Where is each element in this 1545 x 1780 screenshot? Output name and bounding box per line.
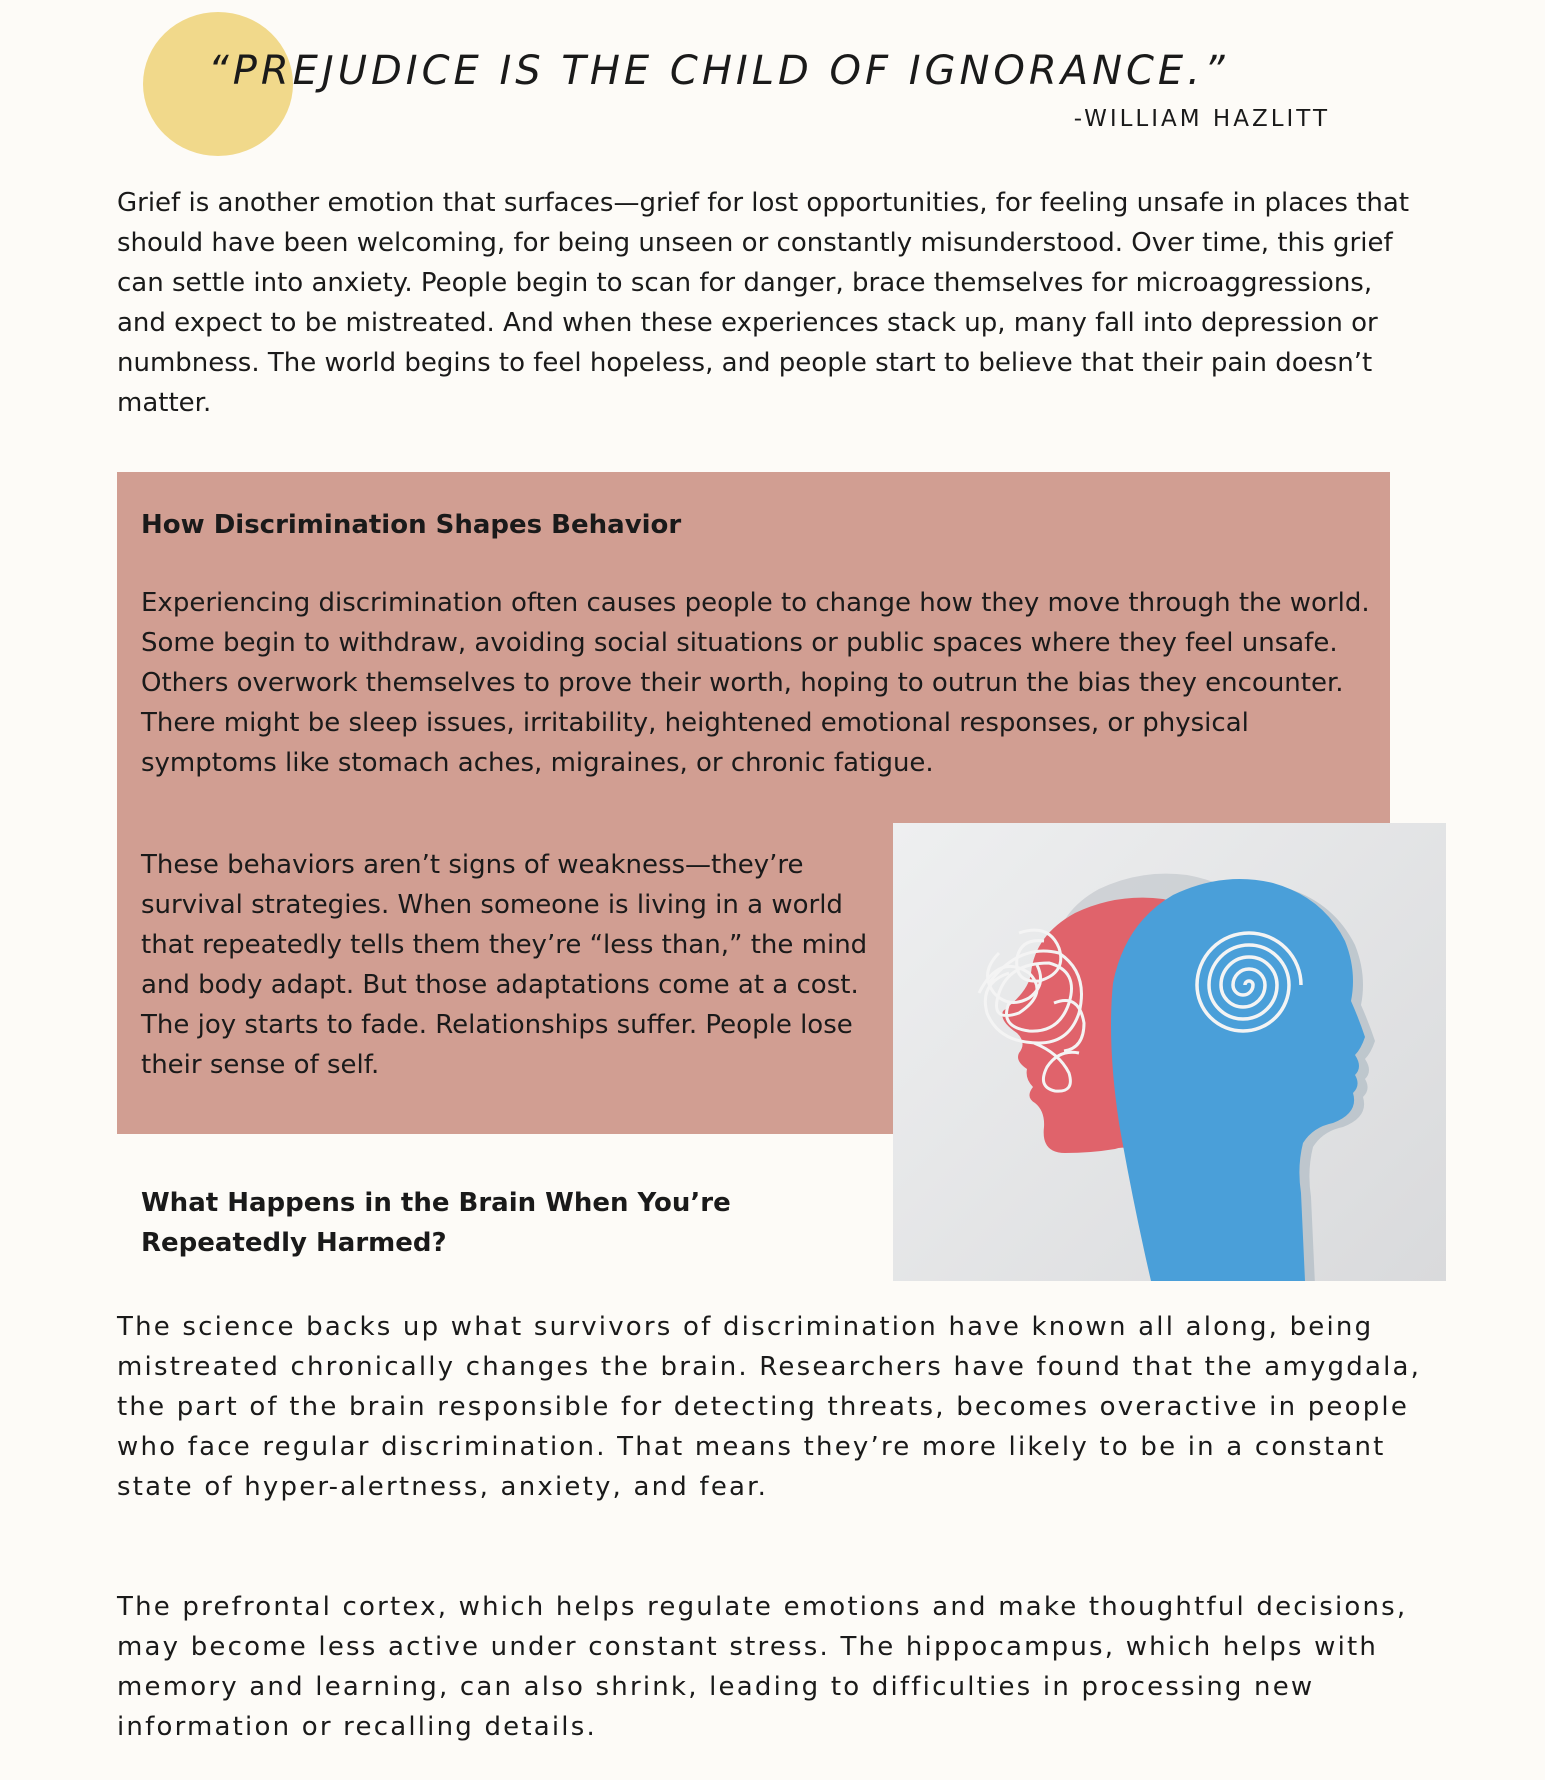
behavior-heading: How Discrimination Shapes Behavior [141,510,682,540]
behavior-paragraph-2: These behaviors aren’t signs of weakness—they’re survival strategies. When someone is living in a world that repeatedly tells them they’re “less than,” the mind and body adapt. But those adaptations come at a cost. The joy starts to fade. Relationships suffer. People lose their sense of self. [141,850,868,1080]
quote-author: -WILLIAM HAZLITT [1073,106,1330,132]
heads-illustration [893,823,1446,1281]
science-paragraph-1: The science backs up what survivors of discrimination have known all along, being mistreated chronically changes the brain. Researchers have found that the amygdala, the part of the brain responsible for detecting threats, becomes overactive in people who face regular discrimination. That means they’re more likely to be in a constant state of hyper-alertness, anxiety, and fear. [117,1312,1422,1502]
intro-paragraph: Grief is another emotion that surfaces—grief for lost opportunities, for feeling unsafe in places that should have been welcoming, for being unseen or constantly misunderstood. Over time, this grief can settle into anxiety. People begin to scan for danger, brace themselves for microaggressions, and expect to be mistreated. And when these experiences stack up, many fall into depression or numbness. The world begins to feel hopeless, and people start to believe that their pain doesn’t matter. [117,188,1410,418]
brain-heading: What Happens in the Brain When You’re Repeatedly Harmed? [141,1188,731,1258]
blue-head-silhouette [1111,879,1365,1281]
behavior-paragraph-1: Experiencing discrimination often causes people to change how they move through the world. Some begin to withdraw, avoiding social situations or public spaces where they feel unsafe. Others overwork themselves to prove their worth, hoping to outrun the bias they encounter. There might be sleep issues, irritability, heightened emotional responses, or physical symptoms like stomach aches, migraines, or chronic fatigue. [141,588,1370,778]
science-paragraph-2: The prefrontal cortex, which helps regulate emotions and make thoughtful decisions, may become less active under constant stress. The hippocampus, which helps with memory and learning, can also shrink, leading to difficulties in processing new information or recalling details. [117,1592,1408,1742]
quote-text: “PREJUDICE IS THE CHILD OF IGNORANCE.” [208,48,1229,94]
